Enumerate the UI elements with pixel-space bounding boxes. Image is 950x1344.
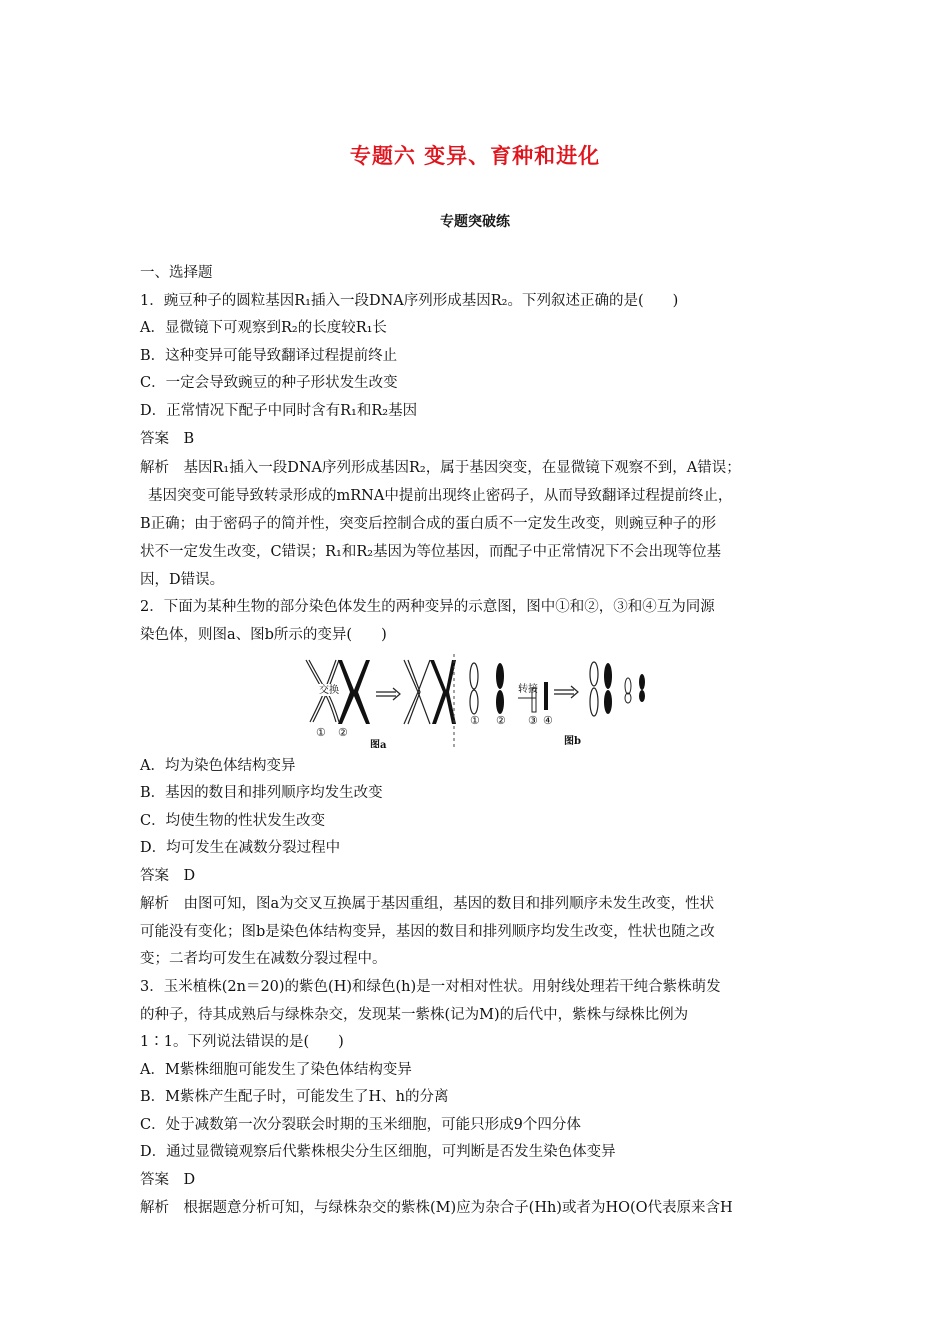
page-title: 专题六 变异、育种和进化 (349, 143, 601, 168)
translocation-label: 转接 (518, 684, 538, 695)
text-line: D．正常情况下配子中同时含有R₁和R₂基因 (140, 403, 418, 419)
text-line: 解析 根据题意分析可知，与绿株杂交的紫株(M)应为杂合子(Hh)或者为HO(O代表原来含H (140, 1200, 733, 1216)
figure-b (470, 662, 645, 747)
text-line: A．M紫株细胞可能发生了染色体结构变异 (140, 1062, 412, 1078)
text-line: B．基因的数目和排列顺序均发生改变 (140, 785, 383, 801)
label-1: ① (316, 726, 326, 739)
chromosome-variation-figure (296, 652, 658, 748)
figure-a-label: 图a (370, 740, 387, 748)
text-line: 解析 基因R₁插入一段DNA序列形成基因R₂，属于基因突变，在显微镜下观察不到，A错误； (140, 460, 741, 476)
exchange-label: 交换 (319, 685, 339, 696)
text-line: 变；二者均可发生在减数分裂过程中。 (140, 951, 387, 967)
figure-a (306, 660, 456, 748)
text-line: 一、选择题 (140, 265, 213, 281)
text-line: 状不一定发生改变，C错误；R₁和R₂基因为等位基因，而配子中正常情况下不会出现等位基 (140, 544, 722, 560)
text-line: C．处于减数第一次分裂联会时期的玉米细胞，可能只形成9个四分体 (140, 1117, 581, 1133)
text-line: 因，D错误。 (140, 572, 225, 588)
text-line: A．显微镜下可观察到R₂的长度较R₁长 (140, 320, 387, 336)
text-line: 3．玉米植株(2n＝20)的紫色(H)和绿色(h)是一对相对性状。用射线处理若干纯合紫株萌发 (140, 979, 721, 995)
text-line: B正确；由于密码子的简并性，突变后控制合成的蛋白质不一定发生改变，则豌豆种子的形 (140, 516, 717, 532)
text-line: 答案 D (140, 868, 196, 884)
text-line: 的种子，待其成熟后与绿株杂交，发现某一紫株(记为M)的后代中，紫株与绿株比例为 (140, 1007, 689, 1023)
text-line: 答案 B (140, 431, 195, 447)
text-line: 1∶1。下列说法错误的是( ) (140, 1034, 344, 1050)
text-line: 可能没有变化；图b是染色体结构变异，基因的数目和排列顺序均发生改变，性状也随之改 (140, 924, 715, 940)
label-2b: ② (496, 714, 506, 727)
text-line: 2．下面为某种生物的部分染色体发生的两种变异的示意图，图中①和②，③和④互为同源 (140, 599, 715, 615)
label-1b: ① (470, 714, 480, 727)
text-line: 染色体，则图a、图b所示的变异( ) (140, 627, 387, 643)
figure-b-label: 图b (564, 736, 581, 747)
label-3: ③ (528, 714, 538, 727)
text-line: D．通过显微镜观察后代紫株根尖分生区细胞，可判断是否发生染色体变异 (140, 1144, 616, 1160)
text-line: D．均可发生在减数分裂过程中 (140, 840, 341, 856)
text-line: 答案 D (140, 1172, 196, 1188)
text-line: C．一定会导致豌豆的种子形状发生改变 (140, 375, 398, 391)
page-subtitle: 专题突破练 (440, 214, 510, 230)
text-line: B．M紫株产生配子时，可能发生了H、h的分离 (140, 1089, 449, 1105)
text-line: 解析 由图可知，图a为交叉互换属于基因重组，基因的数目和排列顺序未发生改变，性状 (140, 896, 715, 912)
text-line: 基因突变可能导致转录形成的mRNA中提前出现终止密码子，从而导致翻译过程提前终止， (148, 488, 733, 504)
label-2: ② (338, 726, 348, 739)
text-line: C．均使生物的性状发生改变 (140, 813, 326, 829)
text-line: B．这种变异可能导致翻译过程提前终止 (140, 348, 398, 364)
text-line: A．均为染色体结构变异 (140, 758, 296, 774)
text-line: 1．豌豆种子的圆粒基因R₁插入一段DNA序列形成基因R₂。下列叙述正确的是( ) (140, 293, 679, 309)
label-4: ④ (543, 714, 553, 727)
